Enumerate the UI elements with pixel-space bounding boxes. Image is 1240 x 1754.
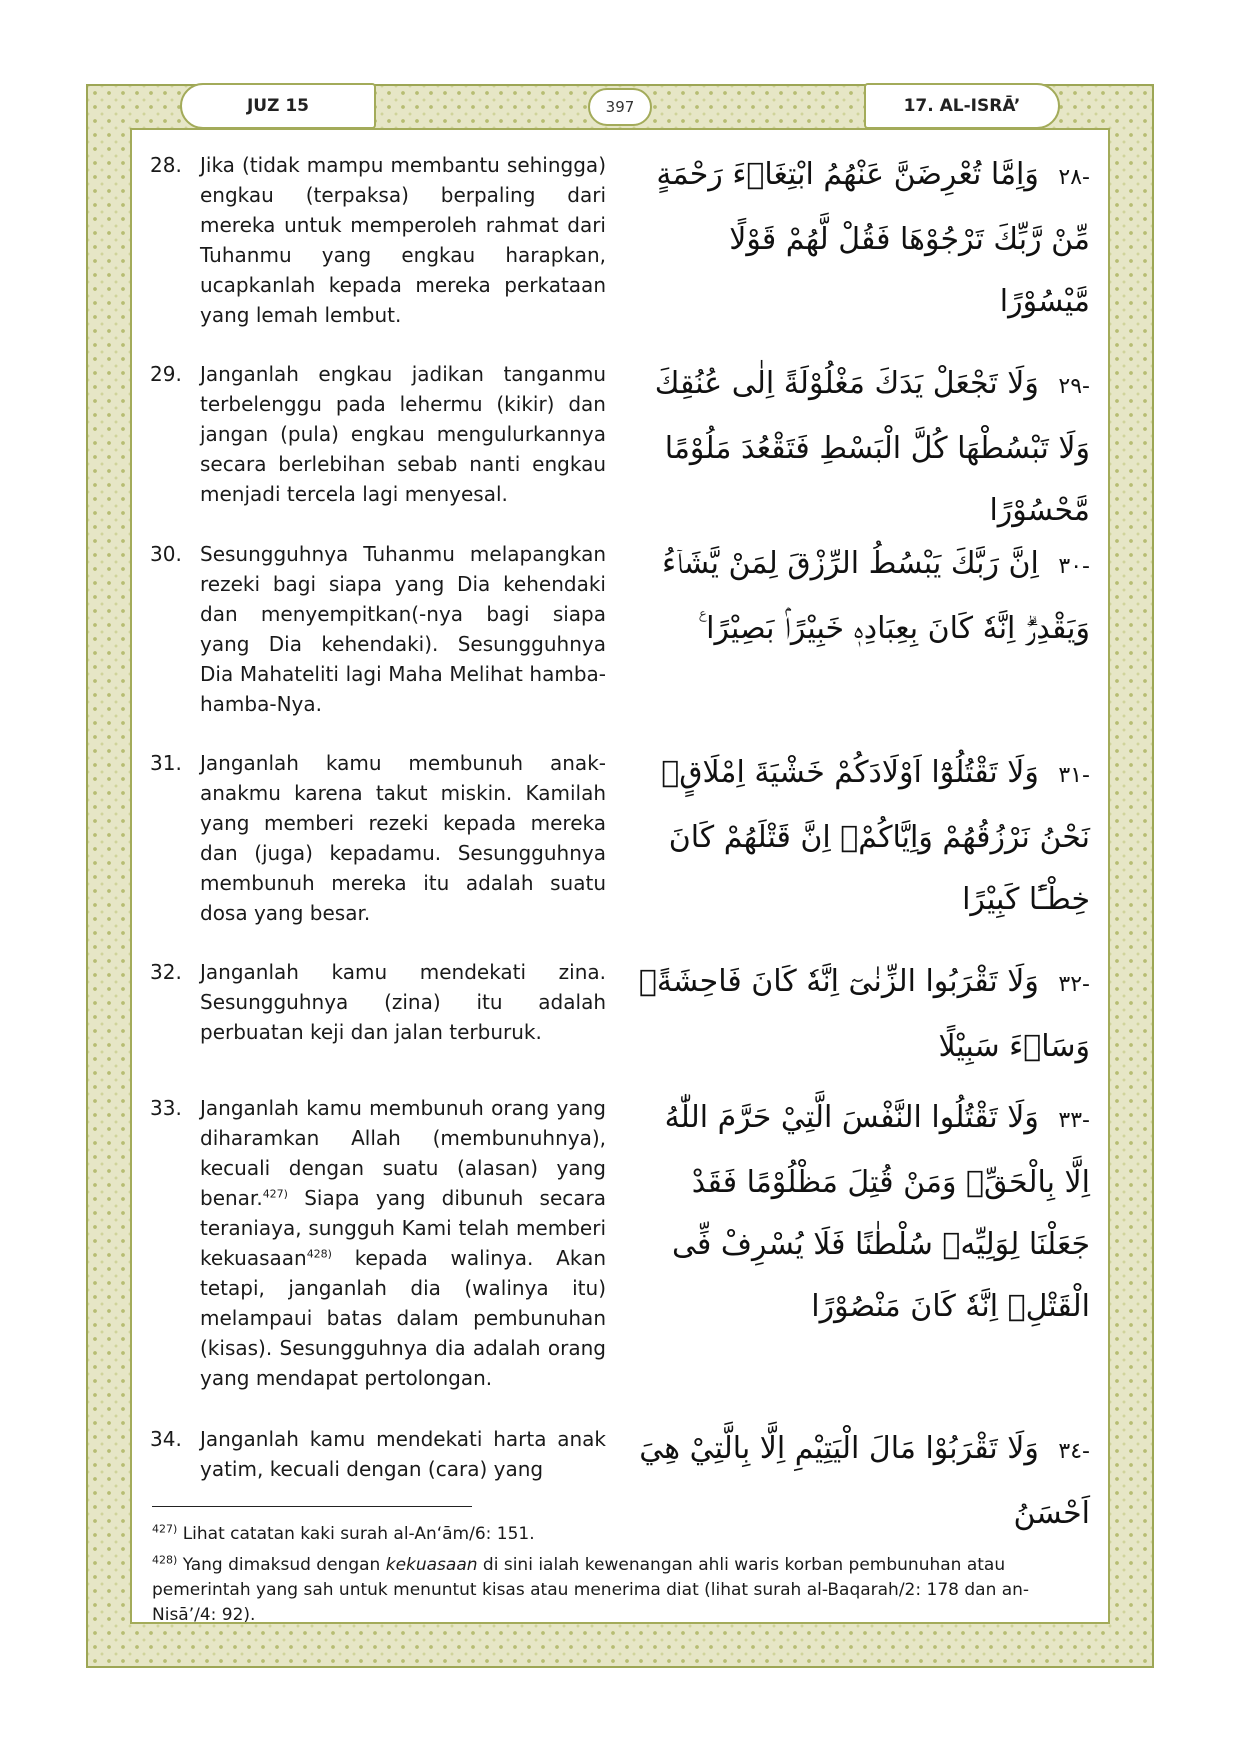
verse-arabic: [630, 742, 1090, 931]
verse-translation: [150, 748, 606, 928]
verse-translation: [150, 539, 606, 719]
footnote-text: Yang dimaksud dengan: [177, 1555, 386, 1575]
arabic-text: اِنَّ رَبَّكَ يَبْسُطُ الرِّزْقَ لِمَنْ يَّشَاۤءُ وَيَقْدِرُۗ اِنَّهٗ كَانَ بِعِبَادِهٖ خَبِيْرًاۢ بَصِيْرًا ࣖ: [662, 546, 1090, 646]
arabic-verse-number: -٣٢: [1058, 972, 1090, 997]
verse-text-part: Janganlah kamu membunuh orang yang diharamkan Allah (membunuhnya), kecuali dengan suatu (alasan) yang benar.: [200, 1096, 606, 1210]
verse-text: Jika (tidak mampu membantu sehingga) engkau (terpaksa) berpaling dari mereka untuk memperoleh rahmat dari Tuhanmu yang engkau harapkan, ucapkanlah kepada mereka perkataan yang lemah lembut.: [200, 153, 606, 327]
verse-number: 31.: [150, 751, 182, 775]
footnote-text: Lihat catatan kaki surah al-An‘ām/6: 151.: [177, 1524, 535, 1544]
surah-label: 17. AL-ISRĀ’: [864, 83, 1060, 129]
arabic-text: وَلَا تَقْتُلُوْٓا اَوْلَادَكُمْ خَشْيَةَ اِمْلَاقٍۗ نَحْنُ نَرْزُقُهُمْ وَاِيَّاكُمْۗ اِنَّ قَتْلَهُمْ كَانَ خِطْـًٔا كَبِيْرًا: [661, 755, 1090, 917]
footnote-text: di sini ialah kewenangan ahli waris korban pembunuhan atau pemerintah yang sah untuk menuntut kisas atau menerima diat (lihat surah al-Baqarah/2: 178 dan an-Nisā’/4: 92).: [152, 1555, 1030, 1625]
verse-number: 30.: [150, 542, 182, 566]
verse-number: 34.: [150, 1427, 182, 1451]
verse-text: [200, 1093, 606, 1393]
juz-label: JUZ 15: [180, 83, 376, 129]
verse-translation: [150, 1093, 606, 1393]
verse-text: Janganlah kamu membunuh anak-anakmu karena takut miskin. Kamilah yang memberi rezeki kepada mereka dan (juga) kepadamu. Sesungguhnya membunuh mereka itu adalah suatu dosa yang besar.: [200, 751, 606, 925]
verse-text: Sesungguhnya Tuhanmu melapangkan rezeki bagi siapa yang Dia kehendaki dan menyempitkan(-nya bagi siapa yang Dia kehendaki). Sesungguhnya Dia Mahateliti lagi Maha Melihat hamba-hamba-Nya.: [200, 542, 606, 716]
footnote-marker: 427): [152, 1522, 178, 1536]
arabic-text: وَلَا تَقْتُلُوا النَّفْسَ الَّتِيْ حَرَّمَ اللّٰهُ اِلَّا بِالْحَقِّۗ وَمَنْ قُتِلَ مَظْلُوْمًا فَقَدْ جَعَلْنَا لِوَلِيِّهٖ سُلْطٰنًا فَلَا يُسْرِفْ فِّى الْقَتْلِۗ اِنَّهٗ كَانَ مَنْصُوْرًا: [664, 1100, 1090, 1324]
verse-arabic: [630, 951, 1090, 1078]
verse-text-part: Siapa yang dibunuh secara teraniaya, sungguh Kami telah memberi kekuasaan: [200, 1186, 606, 1270]
verse-number: 28.: [150, 153, 182, 177]
footnote-ref: 427): [262, 1187, 288, 1201]
verse-translation: [150, 359, 606, 509]
arabic-verse-number: -٢٨: [1058, 165, 1090, 190]
arabic-verse-number: -٣١: [1058, 763, 1090, 788]
arabic-verse-number: -٣٠: [1058, 554, 1090, 579]
arabic-text: وَلَا تَقْرَبُوْا مَالَ الْيَتِيْمِ اِلَّا بِالَّتِيْ هِيَ اَحْسَنُ: [639, 1431, 1090, 1531]
verse-arabic: [630, 533, 1090, 660]
verse-number: 33.: [150, 1096, 182, 1120]
verse-number: 32.: [150, 960, 182, 984]
verse-arabic: [630, 1087, 1090, 1338]
arabic-verse-number: -٣٣: [1058, 1108, 1090, 1133]
footnotes: [152, 1522, 1092, 1634]
verse-arabic: [630, 353, 1090, 542]
verse-number: 29.: [150, 362, 182, 386]
verse-arabic: [630, 144, 1090, 333]
arabic-verse-number: -٢٩: [1058, 374, 1090, 399]
footnote-427: [152, 1522, 1092, 1547]
verse-text-part: kepada walinya. Akan tetapi, janganlah dia (walinya itu) melampaui batas dalam pembunuhan (kisas). Sesungguhnya dia adalah orang yang mendapat pertolongan.: [200, 1246, 606, 1390]
verse-translation: [150, 150, 606, 330]
footnote-ref: 428): [306, 1247, 332, 1261]
page-number: 397: [588, 88, 652, 126]
verse-text: Janganlah kamu mendekati harta anak yatim, kecuali dengan (cara) yang: [200, 1427, 606, 1481]
arabic-text: وَاِمَّا تُعْرِضَنَّ عَنْهُمُ ابْتِغَاۤءَ رَحْمَةٍ مِّنْ رَّبِّكَ تَرْجُوْهَا فَقُلْ لَّهُمْ قَوْلًا مَّيْسُوْرًا: [656, 157, 1090, 319]
verse-translation: [150, 957, 606, 1047]
footnote-428: [152, 1553, 1092, 1628]
footnote-divider: [152, 1506, 472, 1507]
verse-translation: [150, 1424, 606, 1484]
footnote-marker: 428): [152, 1553, 178, 1567]
arabic-text: وَلَا تَقْرَبُوا الزِّنٰىٓ اِنَّهٗ كَانَ فَاحِشَةًۗ وَسَاۤءَ سَبِيْلًا: [638, 964, 1090, 1064]
verse-text: Janganlah engkau jadikan tanganmu terbelenggu pada lehermu (kikir) dan jangan (pula) engkau mengulurkannya secara berlebihan sebab nanti engkau menjadi tercela lagi menyesal.: [200, 362, 606, 506]
footnote-emphasis: kekuasaan: [385, 1555, 478, 1575]
arabic-text: وَلَا تَجْعَلْ يَدَكَ مَغْلُوْلَةً اِلٰى عُنُقِكَ وَلَا تَبْسُطْهَا كُلَّ الْبَسْطِ فَتَقْعُدَ مَلُوْمًا مَّحْسُوْرًا: [654, 366, 1090, 528]
verse-text: Janganlah kamu mendekati zina. Sesungguhnya (zina) itu adalah perbuatan keji dan jalan terburuk.: [200, 960, 606, 1044]
arabic-verse-number: -٣٤: [1058, 1439, 1090, 1464]
